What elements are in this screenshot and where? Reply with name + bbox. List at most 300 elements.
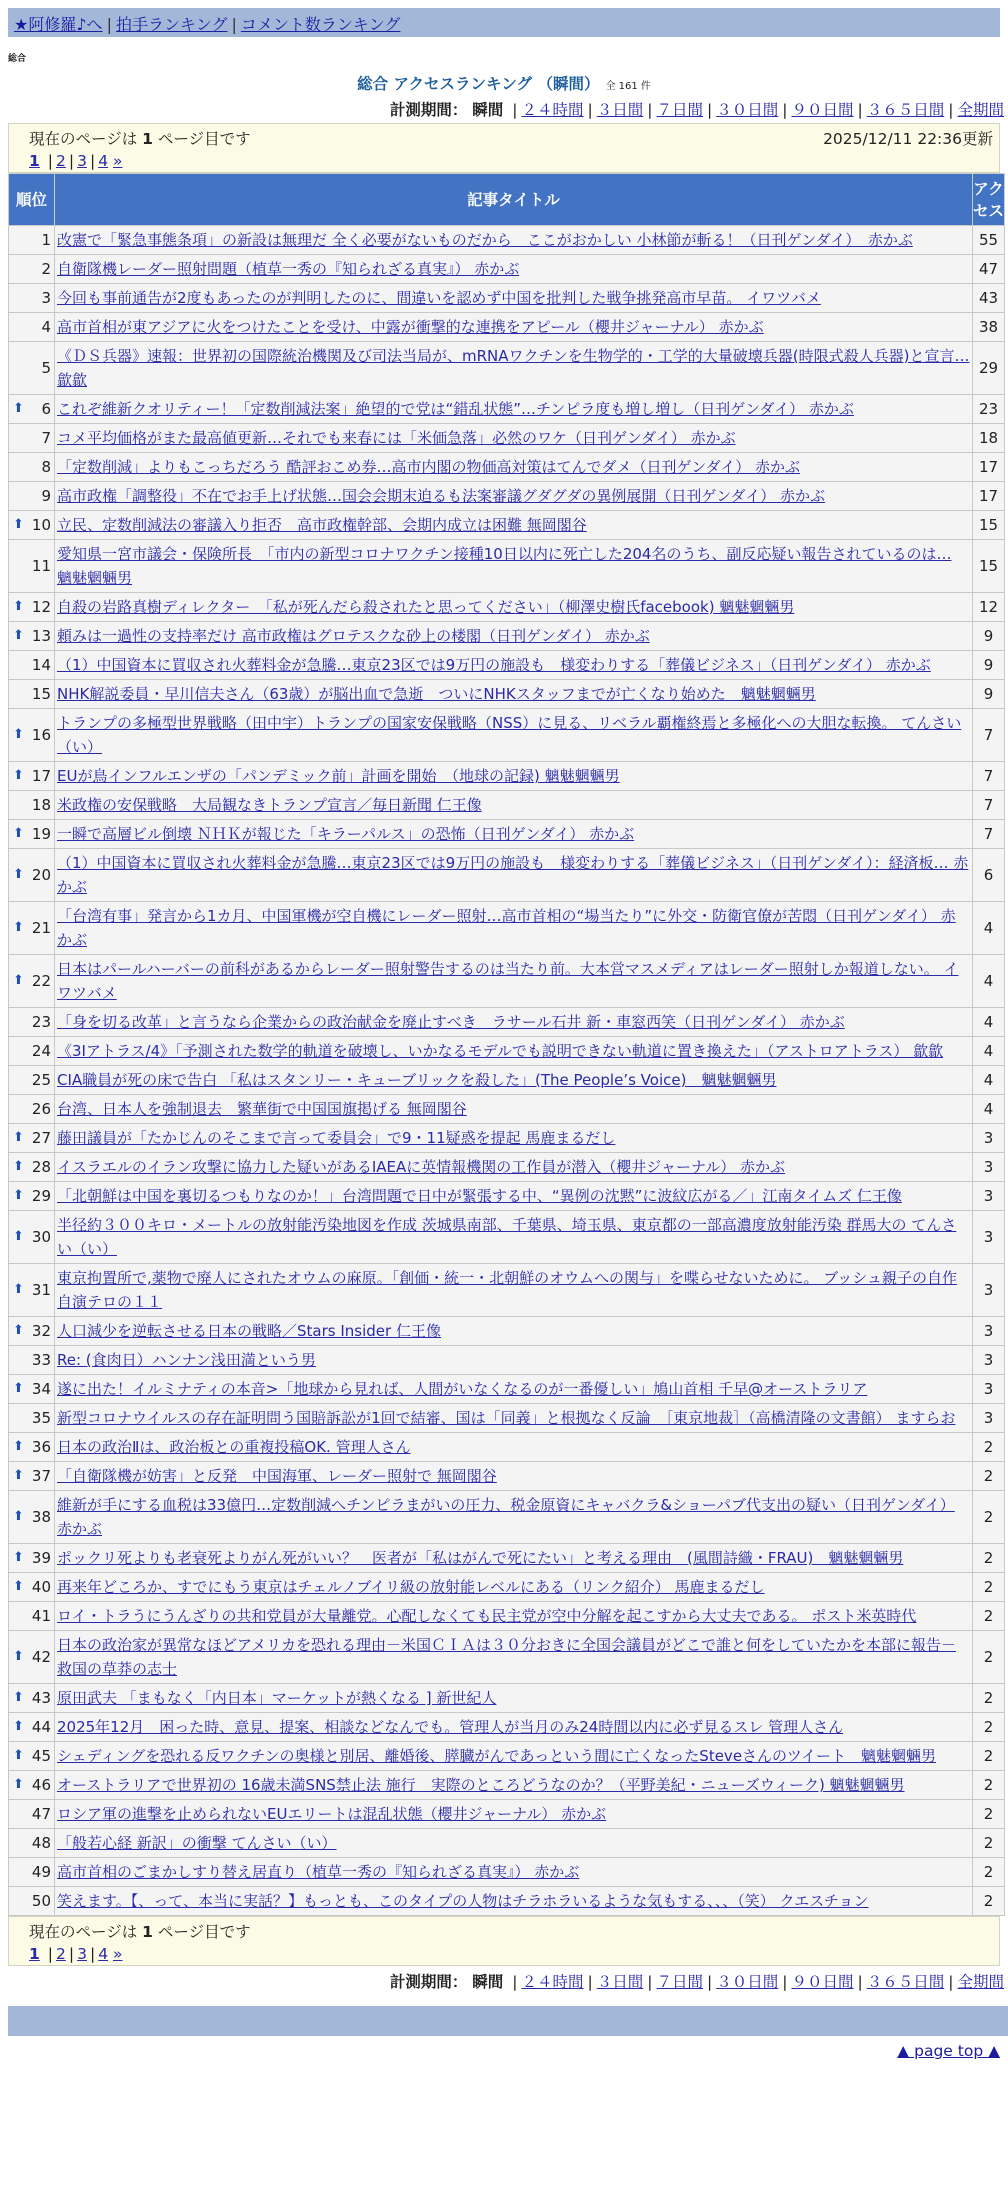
- article-link[interactable]: 愛知県一宮市議会・保険所長 「市内の新型コロナワクチン接種10日以内に死亡した204名のうち、副反応疑い報告されているのは… 魑魅魍魎男: [57, 545, 952, 587]
- rank-cell: [9, 1800, 55, 1829]
- table-row: [9, 511, 1005, 540]
- rank-number: 12: [31, 598, 51, 616]
- access-count: 7: [973, 820, 1005, 849]
- rank-up-arrow-icon: ⬆: [13, 1690, 24, 1705]
- rank-cell: [9, 1829, 55, 1858]
- article-link[interactable]: 藤田議員が「たかじんのそこまで言って委員会」で9・11疑惑を提起 馬鹿まるだし: [57, 1129, 616, 1147]
- nav-link-clap-ranking[interactable]: 拍手ランキング: [115, 15, 228, 34]
- article-link[interactable]: 高市政権「調整役」不在でお手上げ状態…国会会期末迫るも法案審議グダグダの異例展開（日刊ゲンダイ） 赤かぶ: [57, 487, 825, 505]
- article-link[interactable]: 《3Iアトラス/4》「予測された数学的軌道を破壊し、いかなるモデルでも説明できない軌道に置き換えた」（アストロアトラス） 歙歙: [57, 1042, 944, 1060]
- pager-link[interactable]: 2: [55, 152, 66, 170]
- rank-cell: [9, 284, 55, 313]
- item-count: 全 161 件: [605, 81, 651, 92]
- access-count: 4: [973, 955, 1005, 1008]
- table-row: [9, 1317, 1005, 1346]
- rank-number: 18: [31, 796, 51, 814]
- title-cell: [55, 1346, 973, 1375]
- rank-number: 23: [31, 1013, 51, 1031]
- pager-separator: |: [89, 152, 96, 170]
- article-link[interactable]: EUが鳥インフルエンザの「パンデミック前」計画を開始 （地球の記録) 魑魅魍魎男: [57, 767, 620, 785]
- rank-number: 33: [31, 1351, 51, 1369]
- rank-up-arrow-icon: ⬆: [13, 1188, 24, 1203]
- access-count: 2: [973, 1631, 1005, 1684]
- rank-cell: [9, 709, 55, 762]
- updated-timestamp: 2025/12/11 22:36更新: [823, 130, 993, 148]
- title-cell: [55, 1404, 973, 1433]
- article-link[interactable]: （1）中国資本に買収され火葬料金が急騰…東京23区では9万円の施設も 様変わりする「葬儀ビジネス」（日刊ゲンダイ） 赤かぶ: [57, 656, 931, 674]
- rank-cell: [9, 1887, 55, 1916]
- ranking-heading: [0, 72, 1008, 94]
- rank-number: 37: [31, 1467, 51, 1485]
- rank-up-arrow-icon: ⬆: [13, 768, 24, 783]
- period-separator: |: [647, 101, 653, 119]
- title-cell: [55, 1182, 973, 1211]
- rank-cell: [9, 762, 55, 791]
- title-cell: [55, 651, 973, 680]
- access-count: 3: [973, 1375, 1005, 1404]
- article-link[interactable]: 日本の政治Ⅱは、政治板との重複投稿OK. 管理人さん: [57, 1438, 411, 1456]
- rank-up-arrow-icon: ⬆: [13, 1229, 24, 1244]
- title-cell: [55, 1684, 973, 1713]
- rank-cell: [9, 849, 55, 902]
- rank-number: 26: [31, 1100, 51, 1118]
- article-link[interactable]: 半径約３００キロ・メートルの放射能汚染地図を作成 茨城県南部、千葉県、埼玉県、東京都の一部高濃度放射能汚染 群馬大の てんさい（い）: [57, 1216, 957, 1258]
- title-cell: [55, 1317, 973, 1346]
- rank-number: 46: [31, 1776, 51, 1794]
- nav-link-comment-ranking[interactable]: コメント数ランキング: [240, 15, 401, 34]
- title-cell: [55, 482, 973, 511]
- period-link[interactable]: ９０日間: [791, 1973, 854, 1991]
- article-link[interactable]: オーストラリアで世界初の 16歳未満SNS禁止法 施行 実際のところどうなのか？（平野美紀・ニューズウィーク) 魑魅魍魎男: [57, 1776, 905, 1794]
- period-link[interactable]: ９０日間: [791, 101, 854, 119]
- article-link[interactable]: トランプの多極型世界戦略（田中宇）トランプの国家安保戦略（NSS）に見る、リベラル覇権終焉と多極化への大胆な転換。 てんさい（い）: [57, 714, 962, 756]
- table-row: [9, 849, 1005, 902]
- table-row: [9, 424, 1005, 453]
- period-selector-top: [0, 98, 1008, 120]
- access-count: 2: [973, 1771, 1005, 1800]
- article-link[interactable]: CIA職員が死の床で告白 「私はスタンリー・キューブリックを殺した」(The People’s Voice) 魑魅魍魎男: [57, 1071, 777, 1089]
- table-row: [9, 1211, 1005, 1264]
- access-count: 7: [973, 791, 1005, 820]
- rank-number: 24: [31, 1042, 51, 1060]
- rank-cell: [9, 1462, 55, 1491]
- table-row: [9, 1346, 1005, 1375]
- table-row: [9, 255, 1005, 284]
- access-count: 2: [973, 1800, 1005, 1829]
- table-row: [9, 453, 1005, 482]
- title-cell: [55, 342, 973, 395]
- article-link[interactable]: NHK解説委員・早川信夫さん（63歳）が脳出血で急逝 ついにNHKスタッフまでが亡くなり始めた 魑魅魍魎男: [57, 685, 816, 703]
- period-separator: |: [587, 1973, 593, 1991]
- table-row: [9, 482, 1005, 511]
- article-link[interactable]: 笑えます。【、って、本当に実話？】もっとも、このタイプの人物はチラホラいるような気もする、、、（笑） クエスチョン: [57, 1892, 869, 1910]
- table-row: [9, 791, 1005, 820]
- table-row: [9, 1433, 1005, 1462]
- period-separator: |: [782, 101, 788, 119]
- rank-cell: [9, 1771, 55, 1800]
- rank-up-arrow-icon: ⬆: [13, 1777, 24, 1792]
- table-row: [9, 820, 1005, 849]
- period-separator: |: [857, 101, 863, 119]
- period-separator: |: [512, 101, 518, 119]
- article-link[interactable]: 改憲で「緊急事態条項」の新設は無理だ 全く必要がないものだから ここがおかしい 小林節が斬る！（日刊ゲンダイ） 赤かぶ: [57, 231, 913, 249]
- period-link[interactable]: ３０日間: [716, 101, 779, 119]
- rank-cell: [9, 511, 55, 540]
- article-link[interactable]: イスラエルのイラン攻撃に協力した疑いがあるIAEAに英情報機関の工作員が潜入（櫻井ジャーナル） 赤かぶ: [57, 1158, 785, 1176]
- access-count: 15: [973, 511, 1005, 540]
- pager-current[interactable]: 1: [29, 152, 40, 170]
- rank-number: 7: [41, 429, 51, 447]
- table-row: [9, 342, 1005, 395]
- period-link[interactable]: ２４時間: [521, 1973, 584, 1991]
- rank-number: 47: [31, 1805, 51, 1823]
- rank-cell: [9, 1317, 55, 1346]
- article-link[interactable]: 「定数削減」よりもこっちだろう 酷評おこめ券…高市内閣の物価高対策はてんでダメ（日刊ゲンダイ） 赤かぶ: [57, 458, 801, 476]
- rank-up-arrow-icon: ⬆: [13, 973, 24, 988]
- access-count: 3: [973, 1346, 1005, 1375]
- access-count: 4: [973, 1095, 1005, 1124]
- rank-number: 44: [31, 1718, 51, 1736]
- article-link[interactable]: 台湾、日本人を強制退去 繁華街で中国国旗掲げる 無岡閣谷: [57, 1100, 467, 1118]
- table-row: [9, 955, 1005, 1008]
- article-link[interactable]: ロシア軍の進撃を止められないEUエリートは混乱状態（櫻井ジャーナル） 赤かぶ: [57, 1805, 607, 1823]
- table-row: [9, 902, 1005, 955]
- access-count: 3: [973, 1124, 1005, 1153]
- rank-number: 16: [31, 726, 51, 744]
- rank-cell: [9, 1573, 55, 1602]
- article-link[interactable]: 《ＤＳ兵器》速報：世界初の国際統治機関及び司法当局が、mRNAワクチンを生物学的・工学的大量破壊兵器(時限式殺人兵器)と宣言… 歙歙: [57, 347, 970, 389]
- article-link[interactable]: 「般若心経 新訳」の衝撃 てんさい（い）: [57, 1834, 337, 1852]
- period-current: 瞬間: [472, 1973, 504, 1991]
- period-separator: |: [707, 1973, 713, 1991]
- rank-up-arrow-icon: ⬆: [13, 1282, 24, 1297]
- access-count: 4: [973, 1066, 1005, 1095]
- rank-up-arrow-icon: ⬆: [13, 727, 24, 742]
- title-cell: [55, 395, 973, 424]
- rank-up-arrow-icon: ⬆: [13, 401, 24, 416]
- rank-cell: [9, 1037, 55, 1066]
- rank-number: 20: [31, 866, 51, 884]
- access-count: 2: [973, 1462, 1005, 1491]
- pager-current[interactable]: 1: [29, 1945, 40, 1963]
- rank-up-arrow-icon: ⬆: [13, 1381, 24, 1396]
- table-row: [9, 1008, 1005, 1037]
- period-link[interactable]: ３０日間: [716, 1973, 779, 1991]
- title-cell: [55, 1829, 973, 1858]
- period-link[interactable]: 全期間: [957, 101, 1004, 119]
- table-row: [9, 651, 1005, 680]
- period-link[interactable]: 全期間: [957, 1973, 1004, 1991]
- article-link[interactable]: コメ平均価格がまた最高値更新…それでも来春には「米価急落」必然のワケ（日刊ゲンダイ） 赤かぶ: [57, 429, 736, 447]
- access-count: 3: [973, 1211, 1005, 1264]
- title-cell: [55, 1631, 973, 1684]
- table-row: [9, 1264, 1005, 1317]
- rank-cell: [9, 593, 55, 622]
- article-link[interactable]: （1）中国資本に買収され火葬料金が急騰…東京23区では9万円の施設も 様変わりする「葬儀ビジネス」（日刊ゲンダイ）：経済板… 赤かぶ: [57, 854, 969, 896]
- article-link[interactable]: これぞ維新クオリティー！「定数削減法案」絶望的で党は“錯乱状態”…チンピラ度も増し増し（日刊ゲンダイ） 赤かぶ: [57, 400, 854, 418]
- title-cell: [55, 709, 973, 762]
- title-cell: [55, 284, 973, 313]
- rank-number: 32: [31, 1322, 51, 1340]
- period-link[interactable]: ３日間: [596, 1973, 644, 1991]
- period-separator: |: [647, 1973, 653, 1991]
- access-count: 2: [973, 1742, 1005, 1771]
- article-link[interactable]: 自殺の岩路真樹ディレクター 「私が死んだら殺されたと思ってください」（柳澤史樹氏facebook) 魑魅魍魎男: [57, 598, 795, 616]
- rank-cell: [9, 1631, 55, 1684]
- pager-link[interactable]: 2: [55, 1945, 66, 1963]
- category-label: 総合: [8, 54, 27, 64]
- rank-number: 38: [31, 1508, 51, 1526]
- rank-number: 50: [31, 1892, 51, 1910]
- article-link[interactable]: 「北朝鮮は中国を裏切るつもりなのか！」台湾問題で日中が緊張する中、“異例の沈黙”に波紋広がる／」江南タイムズ 仁王像: [57, 1187, 902, 1205]
- page-info-box-top: [8, 123, 1000, 173]
- rank-cell: [9, 820, 55, 849]
- article-link[interactable]: 原田武夫 「まもなく「内日本」マーケットが熱くなる ] 新世紀人: [57, 1689, 497, 1707]
- article-link[interactable]: 2025年12月 困った時、意見、提案、相談などなんでも。管理人が当月のみ24時間以内に必ず見るスレ 管理人さん: [57, 1718, 844, 1736]
- title-cell: [55, 1602, 973, 1631]
- article-link[interactable]: 新型コロナウイルスの存在証明問う国賠訴訟が1回で結審、国は「同義」と根拠なく反論 ［東京地裁］（高橋清隆の文書館） ますらお: [57, 1409, 956, 1427]
- rank-cell: [9, 1124, 55, 1153]
- rank-cell: [9, 1713, 55, 1742]
- title-cell: [55, 955, 973, 1008]
- rank-number: 22: [31, 972, 51, 990]
- table-row: [9, 709, 1005, 762]
- article-link[interactable]: 日本はパールハーバーの前科があるからレーダー照射警告するのは当たり前。大本営マスメディアはレーダー照射しか報道しない。 イワツバメ: [57, 960, 959, 1002]
- period-link[interactable]: ７日間: [656, 101, 703, 119]
- title-cell: [55, 820, 973, 849]
- period-link[interactable]: ３６５日間: [866, 1973, 945, 1991]
- pager-next[interactable]: »: [113, 1945, 123, 1963]
- access-count: 17: [973, 453, 1005, 482]
- table-row: [9, 1800, 1005, 1829]
- article-link[interactable]: 米政権の安保戦略 大局観なきトランプ宣言／毎日新聞 仁王像: [57, 796, 482, 814]
- period-separator: |: [512, 1973, 518, 1991]
- rank-number: 21: [31, 919, 51, 937]
- page-title: 総合 アクセスランキング （瞬間）: [357, 75, 600, 93]
- rank-up-arrow-icon: ⬆: [13, 1323, 24, 1338]
- table-row: [9, 1124, 1005, 1153]
- table-row: [9, 1544, 1005, 1573]
- table-row: [9, 1491, 1005, 1544]
- period-link[interactable]: ２４時間: [521, 101, 584, 119]
- table-row: [9, 680, 1005, 709]
- table-row: [9, 1095, 1005, 1124]
- rank-up-arrow-icon: ⬆: [13, 1719, 24, 1734]
- table-row: [9, 1771, 1005, 1800]
- article-link[interactable]: 東京拘置所で,薬物で廃人にされたオウムの麻原。「創価・統一・北朝鮮のオウムへの関与」を喋らせないために。 ブッシュ親子の自作自演テロの１１: [57, 1269, 957, 1311]
- rank-cell: [9, 1544, 55, 1573]
- title-cell: [55, 762, 973, 791]
- article-link[interactable]: 一瞬で高層ビル倒壊 ＮＨＫが報じた「キラーパルス」の恐怖（日刊ゲンダイ） 赤かぶ: [57, 825, 635, 843]
- title-cell: [55, 1887, 973, 1916]
- access-count: 3: [973, 1153, 1005, 1182]
- access-count: 4: [973, 1037, 1005, 1066]
- pager-separator: |: [68, 1945, 75, 1963]
- rank-cell: [9, 453, 55, 482]
- access-count: 9: [973, 622, 1005, 651]
- table-row: [9, 1037, 1005, 1066]
- title-cell: [55, 255, 973, 284]
- article-link[interactable]: Re: (食肉日）ハンナン浅田満という男: [57, 1351, 316, 1369]
- rank-number: 41: [31, 1607, 51, 1625]
- article-link[interactable]: ポックリ死よりも老衰死よりがん死がいい？ 医者が「私はがんで死にたい」と考える理由 (風間詩織・FRAU) 魑魅魍魎男: [57, 1549, 904, 1567]
- period-current: 瞬間: [472, 101, 504, 119]
- rank-number: 29: [31, 1187, 51, 1205]
- nav-link-ashura[interactable]: ★阿修羅♪へ: [14, 15, 103, 34]
- rank-cell: [9, 1375, 55, 1404]
- rank-cell: [9, 395, 55, 424]
- rank-number: 14: [31, 656, 51, 674]
- rank-number: 28: [31, 1158, 51, 1176]
- title-cell: [55, 902, 973, 955]
- rank-up-arrow-icon: ⬆: [13, 1159, 24, 1174]
- page-info: 現在のページは 1 ページ目です: [29, 130, 251, 148]
- access-count: 29: [973, 342, 1005, 395]
- table-row: [9, 1182, 1005, 1211]
- rank-number: 4: [41, 318, 51, 336]
- table-row: [9, 1066, 1005, 1095]
- access-count: 7: [973, 762, 1005, 791]
- table-row: [9, 395, 1005, 424]
- period-separator: |: [948, 1973, 954, 1991]
- title-cell: [55, 453, 973, 482]
- period-separator: |: [857, 1973, 863, 1991]
- article-link[interactable]: 立民、定数削減法の審議入り拒否 高市政権幹部、会期内成立は困難 無岡閣谷: [57, 516, 587, 534]
- rank-up-arrow-icon: ⬆: [13, 1579, 24, 1594]
- article-link[interactable]: 再来年どころか、すでにもう東京はチェルノブイリ級の放射能レベルにある（リンク紹介） 馬鹿まるだし: [57, 1578, 765, 1596]
- rank-number: 30: [31, 1228, 51, 1246]
- table-row: [9, 1829, 1005, 1858]
- rank-number: 48: [31, 1834, 51, 1852]
- rank-number: 43: [31, 1689, 51, 1707]
- article-link[interactable]: 「台湾有事」発言から1カ月、中国軍機が空自機にレーダー照射…高市首相の“場当たり”に外交・防衛官僚が苦悶（日刊ゲンダイ） 赤かぶ: [57, 907, 956, 949]
- access-count: 55: [973, 226, 1005, 255]
- rank-number: 9: [41, 487, 51, 505]
- article-link[interactable]: 人口減少を逆転させる日本の戦略／Stars Insider 仁王像: [57, 1322, 441, 1340]
- rank-up-arrow-icon: ⬆: [13, 1748, 24, 1763]
- title-cell: [55, 1771, 973, 1800]
- rank-up-arrow-icon: ⬆: [13, 1439, 24, 1454]
- table-row: [9, 1602, 1005, 1631]
- table-row: [9, 1713, 1005, 1742]
- col-header-access: アクセス: [973, 174, 1005, 226]
- rank-number: 39: [31, 1549, 51, 1567]
- title-cell: [55, 226, 973, 255]
- rank-cell: [9, 1491, 55, 1544]
- access-count: 17: [973, 482, 1005, 511]
- title-cell: [55, 791, 973, 820]
- rank-cell: [9, 1346, 55, 1375]
- rank-up-arrow-icon: ⬆: [13, 1468, 24, 1483]
- access-count: 47: [973, 255, 1005, 284]
- article-link[interactable]: 頼みは一過性の支持率だけ 高市政権はグロテスクな砂上の楼閣（日刊ゲンダイ） 赤かぶ: [57, 627, 650, 645]
- current-page-number: 1: [142, 1923, 153, 1941]
- period-label: 計測期間：: [389, 101, 468, 119]
- page-top-link[interactable]: ▲ page top ▲: [897, 2042, 1000, 2060]
- rank-number: 34: [31, 1380, 51, 1398]
- period-link[interactable]: ７日間: [656, 1973, 703, 1991]
- article-link[interactable]: シェディングを恐れる反ワクチンの奥様と別居、離婚後、膵臓がんであっという間に亡くなったSteveさんのツイート 魑魅魍魎男: [57, 1747, 936, 1765]
- title-cell: [55, 1858, 973, 1887]
- rank-number: 6: [41, 400, 51, 418]
- table-row: [9, 1153, 1005, 1182]
- article-link[interactable]: 維新が手にする血税は33億円…定数削減へチンピラまがいの圧力、税金原資にキャバクラ&ショーパブ代支出の疑い（日刊ゲンダイ） 赤かぶ: [57, 1496, 955, 1538]
- rank-cell: [9, 1211, 55, 1264]
- rank-up-arrow-icon: ⬆: [13, 628, 24, 643]
- pager-bottom: [29, 1945, 991, 1963]
- article-link[interactable]: 「自衛隊機が妨害」と反発 中国海軍、レーダー照射で 無岡閣谷: [57, 1467, 497, 1485]
- article-link[interactable]: 「身を切る改革」と言うなら企業からの政治献金を廃止すべき ラサール石井 新・車窓西笑（日刊ゲンダイ） 赤かぶ: [57, 1013, 845, 1031]
- title-cell: [55, 313, 973, 342]
- rank-number: 27: [31, 1129, 51, 1147]
- period-link[interactable]: ３６５日間: [866, 101, 945, 119]
- access-count: 43: [973, 284, 1005, 313]
- table-row: [9, 1684, 1005, 1713]
- article-link[interactable]: ロイ・トラうにうんざりの共和党員が大量離党。心配しなくても民主党が空中分解を起こすから大丈夫である。 ポスト米英時代: [57, 1607, 917, 1625]
- access-count: 2: [973, 1713, 1005, 1742]
- table-row: [9, 540, 1005, 593]
- article-link[interactable]: 高市首相のごまかしすり替え居直り（植草一秀の『知られざる真実』） 赤かぶ: [57, 1863, 580, 1881]
- period-link[interactable]: ３日間: [596, 101, 644, 119]
- rank-number: 45: [31, 1747, 51, 1765]
- access-count: 2: [973, 1887, 1005, 1916]
- col-header-title: 記事タイトル: [55, 174, 973, 226]
- rank-number: 5: [41, 359, 51, 377]
- article-link[interactable]: 今回も事前通告が2度もあったのが判明したのに、間違いを認めず中国を批判した戦争挑発高市早苗。 イワツバメ: [57, 289, 821, 307]
- rank-number: 42: [31, 1648, 51, 1666]
- access-count: 18: [973, 424, 1005, 453]
- rank-number: 17: [31, 767, 51, 785]
- title-cell: [55, 1037, 973, 1066]
- rank-cell: [9, 1684, 55, 1713]
- access-count: 3: [973, 1404, 1005, 1433]
- access-count: 2: [973, 1573, 1005, 1602]
- rank-cell: [9, 1066, 55, 1095]
- period-separator: |: [948, 101, 954, 119]
- title-cell: [55, 1211, 973, 1264]
- pager-next[interactable]: »: [113, 152, 123, 170]
- rank-cell: [9, 622, 55, 651]
- pager-separator: |: [47, 152, 53, 170]
- title-cell: [55, 593, 973, 622]
- pager-link[interactable]: 3: [77, 1945, 87, 1963]
- pager-link[interactable]: 4: [98, 152, 109, 170]
- access-count: 9: [973, 651, 1005, 680]
- table-row: [9, 622, 1005, 651]
- access-count: 12: [973, 593, 1005, 622]
- rank-up-arrow-icon: ⬆: [13, 1509, 24, 1524]
- pager-link[interactable]: 3: [77, 152, 87, 170]
- article-link[interactable]: 高市首相が東アジアに火をつけたことを受け、中露が衝撃的な連携をアピール（櫻井ジャーナル） 赤かぶ: [57, 318, 764, 336]
- nav-separator: |: [106, 15, 112, 34]
- rank-up-arrow-icon: ⬆: [13, 599, 24, 614]
- access-count: 38: [973, 313, 1005, 342]
- current-page-number: 1: [142, 130, 153, 148]
- rank-number: 35: [31, 1409, 51, 1427]
- title-cell: [55, 680, 973, 709]
- article-link[interactable]: 自衛隊機レーダー照射問題（植草一秀の『知られざる真実』） 赤かぶ: [57, 260, 520, 278]
- article-link[interactable]: 遂に出た！イルミナティの本音>「地球から見れば、人間がいなくなるのが一番優しい」鳩山首相 千早@オーストラリア: [57, 1380, 868, 1398]
- rank-cell: [9, 791, 55, 820]
- article-link[interactable]: 日本の政治家が異常なほどアメリカを恐れる理由－米国ＣＩＡは３０分おきに全国会議員がどこで誰と何をしていたかを本部に報告－ 救国の草莽の志士: [57, 1636, 956, 1678]
- period-separator: |: [707, 101, 713, 119]
- access-count: 3: [973, 1317, 1005, 1346]
- nav-separator: |: [231, 15, 237, 34]
- table-row: [9, 313, 1005, 342]
- table-row: [9, 1887, 1005, 1916]
- pager-link[interactable]: 4: [98, 1945, 109, 1963]
- rank-up-arrow-icon: ⬆: [13, 517, 24, 532]
